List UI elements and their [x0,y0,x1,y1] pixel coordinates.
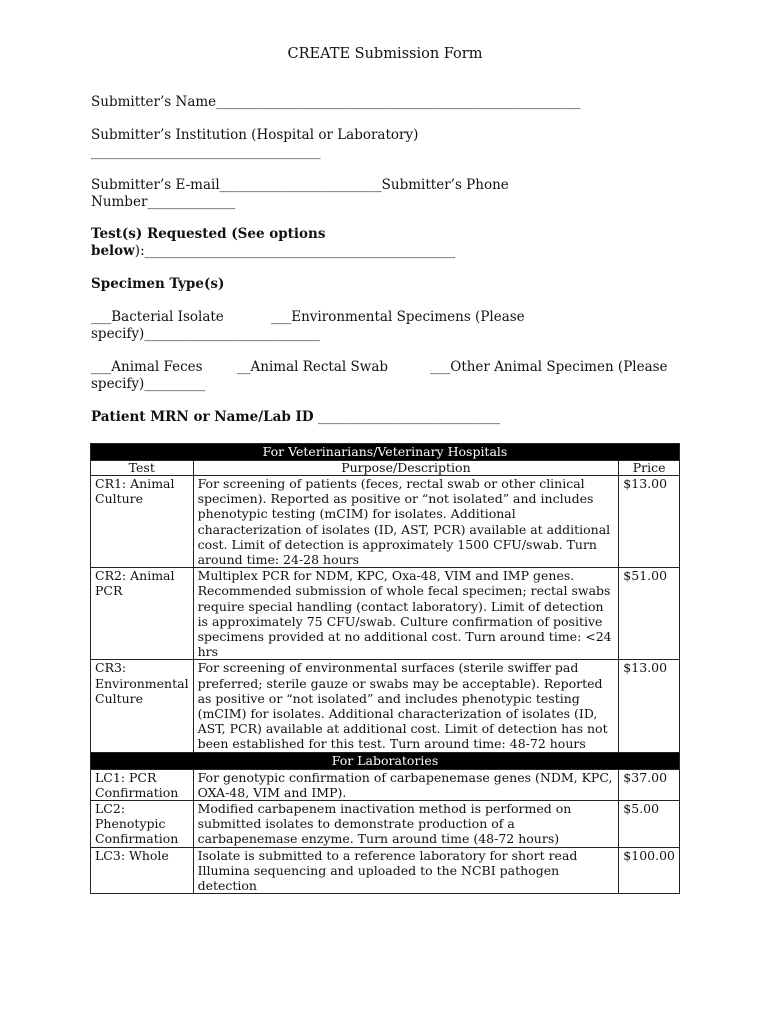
header-price: Price [619,461,680,476]
header-purpose: Purpose/Description [193,461,619,476]
test-price: $100.00 [619,847,680,894]
table-row [91,801,680,848]
patient-id-blank[interactable]: ___________________________ [313,409,501,425]
test-price: $51.00 [619,568,680,660]
test-price: $13.00 [619,660,680,752]
patient-id-field[interactable] [91,409,500,426]
form-title: CREATE Submission Form [287,46,483,62]
test-code: LC1: PCR Confirmation [91,769,194,800]
section-header-lab [91,752,680,769]
test-code: LC3: Whole [91,847,194,894]
tests-requested-blank[interactable]: ):______________________________________________ [134,243,456,259]
institution-field[interactable]: __________________________________ [91,144,321,160]
section-lab-label: For Laboratories [91,752,680,769]
submitter-name-field[interactable]: Submitter’s Name______________________________________________________ [91,94,581,110]
test-code: CR3: Environmental Culture [91,660,194,752]
header-test: Test [91,461,194,476]
test-description: Modified carbapenem inactivation method is performed on submitted isolates to demonstrate production of a carbapenemase enzyme. Turn around time (48-72 hours) [193,801,619,848]
test-description: Isolate is submitted to a reference laboratory for short read Illumina sequencing and uploaded to the NCBI pathogen detection [193,847,619,894]
table-header-row [91,461,680,476]
tests-requested-label-cont: below [91,243,135,259]
animal-feces-option[interactable]: ___Animal Feces [91,359,203,375]
environmental-specify-field[interactable]: specify)__________________________ [91,326,320,342]
bacterial-isolate-option[interactable]: ___Bacterial Isolate [91,309,224,325]
tests-requested-field[interactable] [91,243,455,260]
test-price: $13.00 [619,476,680,568]
section-vet-label: For Veterinarians/Veterinary Hospitals [91,444,680,461]
test-description: Multiplex PCR for NDM, KPC, Oxa-48, VIM and IMP genes. Recommended submission of whole fecal specimen; rectal swabs require special handling (contact laboratory). Limit of detection is approximately 75 CFU/swab. Culture confirmation of positive specimens provided at no additional cost. Turn around time: <24 hrs [193,568,619,660]
test-code: CR2: Animal PCR [91,568,194,660]
test-price: $37.00 [619,769,680,800]
table-row [91,847,680,894]
test-options-table [90,443,680,894]
table-row [91,568,680,660]
table-row [91,476,680,568]
test-code: LC2: Phenotypic Confirmation [91,801,194,848]
other-specify-field[interactable]: specify)_________ [91,376,206,392]
table-row [91,769,680,800]
test-description: For screening of patients (feces, rectal swab or other clinical specimen). Reported as positive or “not isolated” and includes phenotypic testing (mCIM) for isolates. Additional characterization of isolates (ID, AST, PCR) available at additional cost. Limit of detection is approximately 1500 CFU/swab. Turn around time: 24-28 hours [193,476,619,568]
test-description: For genotypic confirmation of carbapenemase genes (NDM, KPC, OXA-48, VIM and IMP). [193,769,619,800]
tests-requested-label: Test(s) Requested (See options [91,226,326,242]
test-description: For screening of environmental surfaces (sterile swiffer pad preferred; sterile gauze or swabs may be acceptable). Reported as positive or “not isolated” and includes phenotypic testing (mCIM) for isolates. Additional characterization of isolates (ID, AST, PCR) available at additional cost. Limit of detection has not been established for this test. Turn around time: 48-72 hours [193,660,619,752]
animal-rectal-swab-option[interactable]: __Animal Rectal Swab [237,359,389,375]
test-price: $5.00 [619,801,680,848]
email-phone-field[interactable]: Submitter’s E-mail________________________Submitter’s Phone [91,177,509,193]
specimen-type-heading: Specimen Type(s) [91,276,225,292]
patient-id-label: Patient MRN or Name/Lab ID [91,409,314,425]
table-row [91,660,680,752]
other-animal-specimen-option[interactable]: ___Other Animal Specimen (Please [430,359,668,375]
institution-label: Submitter’s Institution (Hospital or Laboratory) [91,127,419,143]
section-header-vet [91,444,680,461]
phone-field[interactable]: Number_____________ [91,194,236,210]
test-code: CR1: Animal Culture [91,476,194,568]
environmental-specimen-option[interactable]: ___Environmental Specimens (Please [271,309,525,325]
